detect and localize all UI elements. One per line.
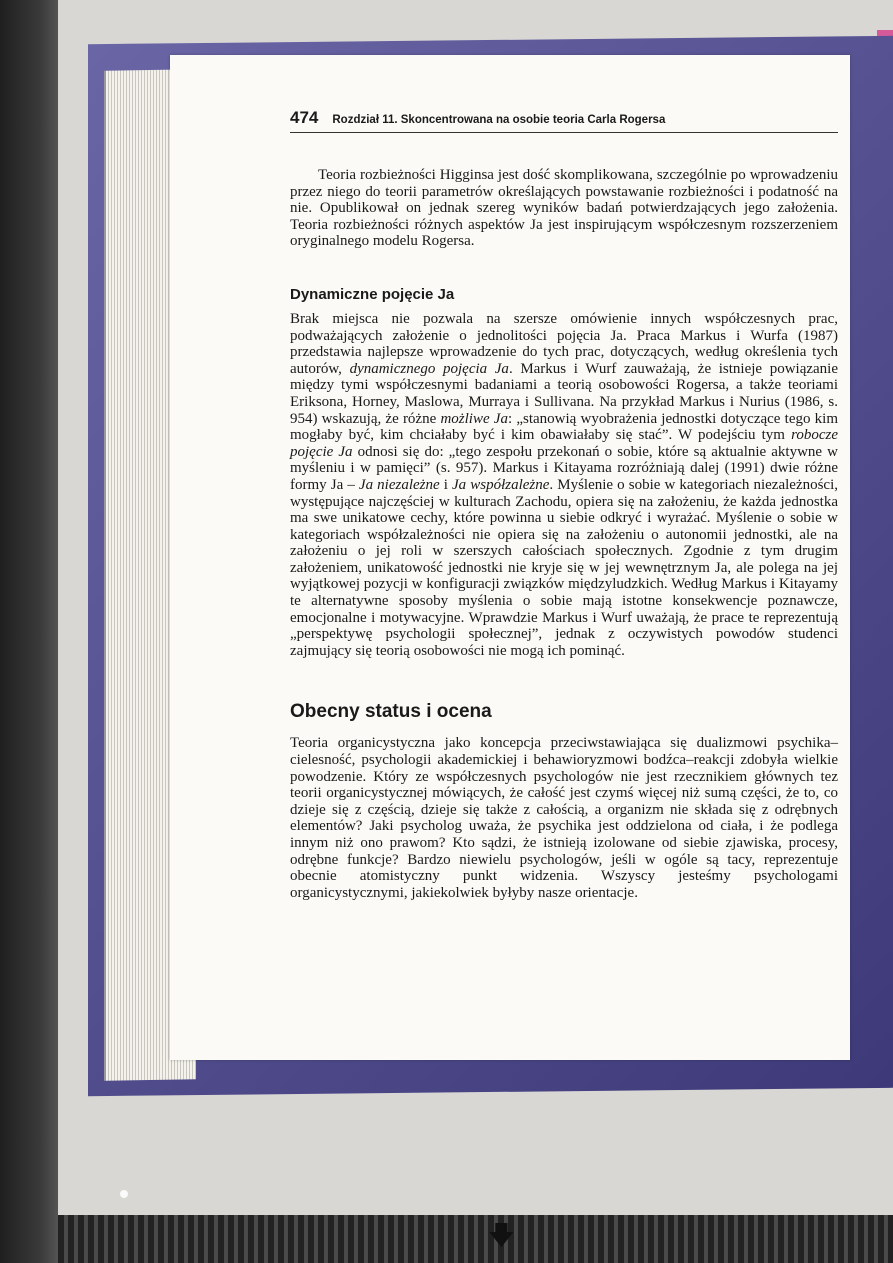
emphasis-term: możliwe Ja [440, 410, 508, 427]
emphasis-term: Ja współzależne [452, 476, 550, 493]
emphasis-term: dynamicznego pojęcia Ja [349, 360, 509, 377]
paragraph-status: Teoria organicystyczna jako koncepcja przeciwstawiająca się dualizmowi psychika–cielesność, psychologii akademickiej i behawioryzmowi bodźca–reakcji zdobyła wielkie powodzenie. Który ze współczesnych psychologów nie jest rzecznikiem głównych tez teorii organicystycznej mówiących, że całość jest czymś więcej niż sumą części, że to, co dzieje się z częścią, dzieje się także z całością, a organizm nie składa się z odrębnych elementów? Jaki psycholog uważa, że psychika jest oddzielona od ciała, i że podlega innym niż ono prawom? Kto sądzi, że istnieją izolowane od siebie zjawiska, procesy, odrębne funkcje? Bardzo niewielu psychologów, jeśli w ogóle są tacy, reprezentuje obecnie atomistyczny punkt widzenia. Wszyscy jesteśmy psychologami organicystycznymi, jakiekolwiek byłyby nasze orientacje. [290, 735, 838, 901]
text-run: : „stanowią wyobrażenia jednostki dotyczące tego kim mogłaby być, kim chciałaby być i kim obawiałaby się stać”. W podejściu tym [290, 410, 838, 444]
scanner-vent [58, 1215, 893, 1263]
emphasis-term: robocze pojęcie Ja [290, 427, 838, 460]
scanner-dot [120, 1190, 128, 1198]
chapter-title: Rozdział 11. Skoncentrowana na osobie teoria Carla Rogersa [332, 114, 666, 126]
paragraph-dynamic-self [290, 311, 838, 659]
text-run: i [439, 476, 452, 493]
page-content [290, 108, 838, 901]
arrow-down-icon: 🡇 [488, 1221, 515, 1251]
section-heading: Obecny status i ocena [290, 701, 492, 723]
text-run: odnosi się do: „tego zespołu przekonań o sobie, które są aktualnie aktywne w myśleniu i w pamięci” (s. 957). Markus i Kitayama rozróżniają dalej (1991) dwie różne formy Ja – [290, 443, 838, 493]
paragraph-intro: Teoria rozbieżności Higginsa jest dość skomplikowana, szczególnie po wprowadzeniu przez niego do teorii parametrów określających powstawanie rozbieżności i podatność na nie. Opublikował on jednak szereg wyników badań potwierdzających jego założenia. Teoria rozbieżności różnych aspektów Ja jest inspirującym współczesnym rozszerzeniem oryginalnego modelu Rogersa. [290, 167, 838, 250]
running-head [290, 108, 838, 133]
page-number: 474 [290, 108, 319, 127]
text-run: . Markus i Wurf zauważają, że istnieje powiązanie między tymi współczesnymi badaniami a teorią osobowości Rogersa, a także teoriami Eriksona, Horney, Maslowa, Murraya i Sullivana. Na przykład Markus i Nurius (1986, s. 954) wskazują, że różne [290, 360, 838, 427]
scanner-lid-edge [0, 0, 58, 1263]
emphasis-term: Ja niezależne [358, 476, 440, 493]
text-run: . Myślenie o sobie w kategoriach niezależności, występujące najczęściej w kulturach Zachodu, opiera się na założeniu, że każda jednostka ma swe unikatowe cechy, które powinna u siebie odkryć i wyrażać. Myślenie o sobie w kategoriach współzależności nie opiera się na założeniu o autonomii jednostki, ale na założeniu o jej roli w szerszych całościach społecznych. Zgodnie z tym drugim założeniem, unikatowość jednostki nie kryje się w jej wewnętrznym Ja, ale polega na jej wyjątkowej pozycji w konfiguracji związków międzyludzkich. Według Markus i Kitayamy te alternatywne sposoby myślenia o sobie mają istotne konsekwencje poznawcze, emocjonalne i motywacyjne. Wprawdzie Markus i Wurf uważają, że prace te reprezentują „perspektywę psychologii społecznej”, jednak z oczywistych powodów studenci zajmujący się teorią osobowości nie mogą ich pominąć. [290, 476, 839, 659]
text-run: Brak miejsca nie pozwala na szersze omówienie innych współczesnych prac, podważających założenie o jednolitości pojęcia Ja. Praca Markus i Wurfa (1987) przedstawia najlepsze wprowadzenie do tych prac, dotyczących, według określenia tych autorów, [290, 310, 838, 377]
subsection-heading: Dynamiczne pojęcie Ja [290, 285, 455, 303]
